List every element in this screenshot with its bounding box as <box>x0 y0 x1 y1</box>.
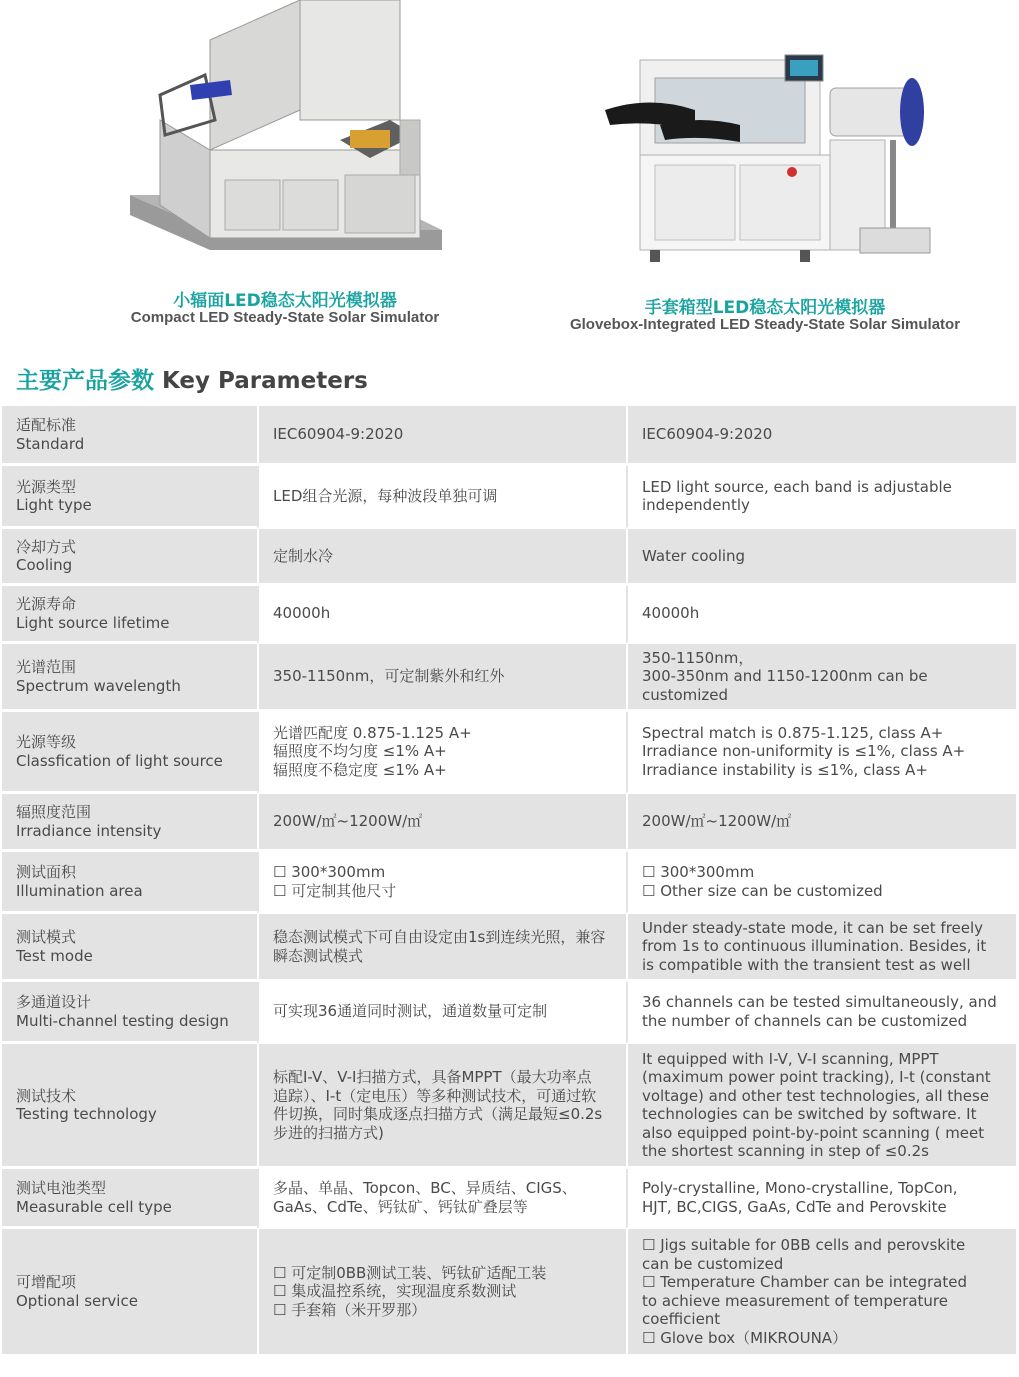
value-cn-line: 步进的扫描方式) <box>273 1123 384 1142</box>
value-en <box>626 586 1016 644</box>
label-cn: 光源等级 <box>16 733 77 751</box>
value-en-line: Under steady-state mode, it can be set freely <box>642 918 984 937</box>
parameters-table <box>2 406 1016 1357</box>
label-cn: 光谱范围 <box>16 658 77 676</box>
value-en-line: to achieve measurement of temperature <box>642 1291 948 1310</box>
value-en-line: 300-350nm and 1150-1200nm can be <box>642 667 928 686</box>
value-cn <box>257 644 626 712</box>
parameter-label <box>2 1044 257 1169</box>
value-en <box>626 794 1016 852</box>
label-en: Cooling <box>16 556 73 574</box>
value-en-line: ☐ Jigs suitable for 0BB cells and perovskite <box>642 1236 966 1254</box>
value-cn <box>257 852 626 914</box>
section-title <box>16 362 368 395</box>
label-cn: 光源寿命 <box>16 595 77 613</box>
label-en: Spectrum wavelength <box>16 676 181 695</box>
label-en: Light type <box>16 496 92 514</box>
table-row <box>2 712 1016 794</box>
compact-simulator-image <box>120 0 450 280</box>
glovebox-name-cn: 手套箱型LED稳态太阳光模拟器 <box>644 298 886 318</box>
label-cn: 适配标准 <box>16 416 77 434</box>
value-cn-line: 40000h <box>273 604 331 623</box>
value-en-line: ☐ Other size can be customized <box>642 881 883 900</box>
table-row <box>2 1044 1016 1169</box>
table-row <box>2 914 1016 982</box>
value-en <box>626 644 1016 712</box>
value-en-line: Irradiance instability is ≤1%, class A+ <box>642 760 928 779</box>
value-en-line: (maximum power point tracking), I-t (constant <box>642 1068 991 1086</box>
value-cn-line: ☐ 集成温控系统，实现温度系数测试 <box>273 1282 517 1301</box>
parameter-label <box>2 529 257 586</box>
parameter-label <box>2 644 257 712</box>
value-cn-line: ☐ 可定制0BB测试工装、钙钛矿适配工装 <box>273 1263 547 1282</box>
value-en <box>626 529 1016 586</box>
parameter-label <box>2 914 257 982</box>
label-cn: 辐照度范围 <box>16 803 92 821</box>
section-title-en: Key Parameters <box>162 368 368 394</box>
table-row <box>2 852 1016 914</box>
table-row <box>2 529 1016 586</box>
value-cn <box>257 406 626 466</box>
value-cn-line: IEC60904-9:2020 <box>273 425 404 444</box>
parameter-label <box>2 794 257 852</box>
value-cn-line: ☐ 可定制其他尺寸 <box>273 881 397 900</box>
value-cn <box>257 794 626 852</box>
value-en-line: Poly-crystalline, Mono-crystalline, TopCon, <box>642 1179 958 1197</box>
value-en <box>626 1229 1016 1357</box>
value-en-line: 200W/㎡~1200W/㎡ <box>642 812 792 831</box>
label-cn: 测试模式 <box>16 928 77 946</box>
value-en-line: independently <box>642 496 750 514</box>
parameter-label <box>2 466 257 529</box>
value-en <box>626 712 1016 794</box>
value-cn-line: 瞬态测试模式 <box>273 946 364 965</box>
parameter-label <box>2 586 257 644</box>
value-en-line: from 1s to continuous illumination. Besides, it <box>642 937 987 956</box>
value-en <box>626 406 1016 466</box>
value-en-line: is compatible with the transient test as well <box>642 955 971 974</box>
value-cn-line: GaAs、CdTe、钙钛矿、钙钛矿叠层等 <box>273 1197 528 1216</box>
label-cn: 冷却方式 <box>16 537 77 556</box>
label-en: Classfication of light source <box>16 751 223 770</box>
table-row <box>2 982 1016 1044</box>
label-cn: 光源类型 <box>16 477 77 496</box>
label-en: Irradiance intensity <box>16 821 162 840</box>
parameter-label <box>2 712 257 794</box>
label-en: Light source lifetime <box>16 613 170 632</box>
label-en: Measurable cell type <box>16 1197 172 1216</box>
value-cn <box>257 712 626 794</box>
value-en-line: coefficient <box>642 1310 721 1328</box>
value-en <box>626 1169 1016 1229</box>
value-en-line: LED light source, each band is adjustable <box>642 477 952 496</box>
parameter-label <box>2 1169 257 1229</box>
label-cn: 测试技术 <box>16 1086 77 1105</box>
value-cn-line: 稳态测试模式下可自由设定由1s到连续光照，兼容 <box>273 928 606 946</box>
label-cn: 可增配项 <box>16 1273 77 1291</box>
value-en-line: the shortest scanning in step of ≤0.2s <box>642 1142 929 1160</box>
value-cn-line: 350-1150nm，可定制紫外和红外 <box>273 667 505 686</box>
glovebox-simulator-image <box>600 0 960 285</box>
value-en-line: ☐ Temperature Chamber can be integrated <box>642 1273 967 1291</box>
value-cn-line: ☐ 300*300mm <box>273 863 386 881</box>
value-en-line: customized <box>642 685 729 704</box>
value-cn-line: 件切换，同时集成逐点扫描方式（满足最短≤0.2s <box>273 1105 603 1123</box>
value-cn <box>257 914 626 982</box>
label-cn: 测试电池类型 <box>16 1179 107 1197</box>
compact-name-cn: 小辐面LED稳态太阳光模拟器 <box>173 291 397 311</box>
compact-name-en: Compact LED Steady-State Solar Simulator <box>130 309 440 326</box>
value-en <box>626 466 1016 529</box>
label-en: Standard <box>16 434 85 453</box>
glovebox-name-en: Glovebox-Integrated LED Steady-State Solar Simulator <box>569 316 961 333</box>
table-row <box>2 794 1016 852</box>
value-cn-line: 光谱匹配度 0.875-1.125 A+ <box>273 723 472 742</box>
value-cn-line: ☐ 手套箱（米开罗那） <box>273 1300 427 1319</box>
value-cn-line: 200W/㎡~1200W/㎡ <box>273 812 423 831</box>
value-en-line: 350-1150nm， <box>642 648 754 667</box>
value-en <box>626 1044 1016 1169</box>
value-en-line: Water cooling <box>642 546 746 565</box>
value-cn <box>257 466 626 529</box>
value-cn-line: 追踪）、I-t（定电压）等多种测试技术，可通过软 <box>273 1086 597 1105</box>
value-cn-line: 可实现36通道同时测试，通道数量可定制 <box>273 1002 548 1021</box>
value-en-line: the number of channels can be customized <box>642 1011 968 1030</box>
table-row <box>2 586 1016 644</box>
value-cn-line: 多晶、单晶、Topcon、BC、异质结、CIGS、 <box>273 1179 577 1197</box>
value-cn-line: 定制水冷 <box>273 546 334 565</box>
label-cn: 多通道设计 <box>16 993 92 1011</box>
value-en-line: can be customized <box>642 1254 784 1273</box>
value-en-line: technologies can be switched by software. It <box>642 1105 977 1123</box>
parameter-label <box>2 982 257 1044</box>
value-cn <box>257 1044 626 1169</box>
label-en: Illumination area <box>16 881 143 900</box>
glovebox-simulator <box>555 0 975 340</box>
label-en: Testing technology <box>16 1105 157 1123</box>
value-en-line: ☐ Glove box（MIKROUNA） <box>642 1328 848 1347</box>
value-en-line: It equipped with I-V, V-I scanning, MPPT <box>642 1049 939 1068</box>
label-en: Test mode <box>16 946 93 965</box>
parameter-label <box>2 1229 257 1357</box>
value-en <box>626 914 1016 982</box>
table-row <box>2 466 1016 529</box>
table-row <box>2 644 1016 712</box>
value-en-line: IEC60904-9:2020 <box>642 425 773 444</box>
value-cn <box>257 982 626 1044</box>
value-cn <box>257 1169 626 1229</box>
parameter-label <box>2 406 257 466</box>
value-en-line: 36 channels can be tested simultaneously, and <box>642 993 997 1011</box>
value-cn <box>257 1229 626 1357</box>
product-showcase <box>0 0 1019 345</box>
value-en <box>626 852 1016 914</box>
label-cn: 测试面积 <box>16 863 77 881</box>
table-row <box>2 406 1016 466</box>
value-en-line: Spectral match is 0.875-1.125, class A+ <box>642 723 944 742</box>
value-cn-line: 辐照度不均匀度 ≤1% A+ <box>273 742 447 761</box>
label-en: Multi-channel testing design <box>16 1011 229 1030</box>
value-cn <box>257 529 626 586</box>
parameter-label <box>2 852 257 914</box>
value-en-line: 40000h <box>642 604 700 623</box>
value-cn <box>257 586 626 644</box>
section-title-cn: 主要产品参数 <box>16 368 154 394</box>
value-en-line: Irradiance non-uniformity is ≤1%, class A+ <box>642 742 966 761</box>
value-en <box>626 982 1016 1044</box>
value-en-line: ☐ 300*300mm <box>642 863 755 881</box>
value-cn-line: 辐照度不稳定度 ≤1% A+ <box>273 760 447 779</box>
table-row <box>2 1169 1016 1229</box>
value-en-line: also equipped point-by-point scanning ( meet <box>642 1123 985 1142</box>
compact-simulator <box>120 0 460 340</box>
label-en: Optional service <box>16 1291 138 1310</box>
value-en-line: HJT, BC,CIGS, GaAs, CdTe and Perovskite <box>642 1197 947 1216</box>
value-cn-line: LED组合光源，每种波段单独可调 <box>273 486 498 505</box>
value-en-line: voltage) and other test technologies, all these <box>642 1086 990 1105</box>
value-cn-line: 标配I-V、V-I扫描方式，具备MPPT（最大功率点 <box>273 1068 592 1086</box>
table-row <box>2 1229 1016 1357</box>
